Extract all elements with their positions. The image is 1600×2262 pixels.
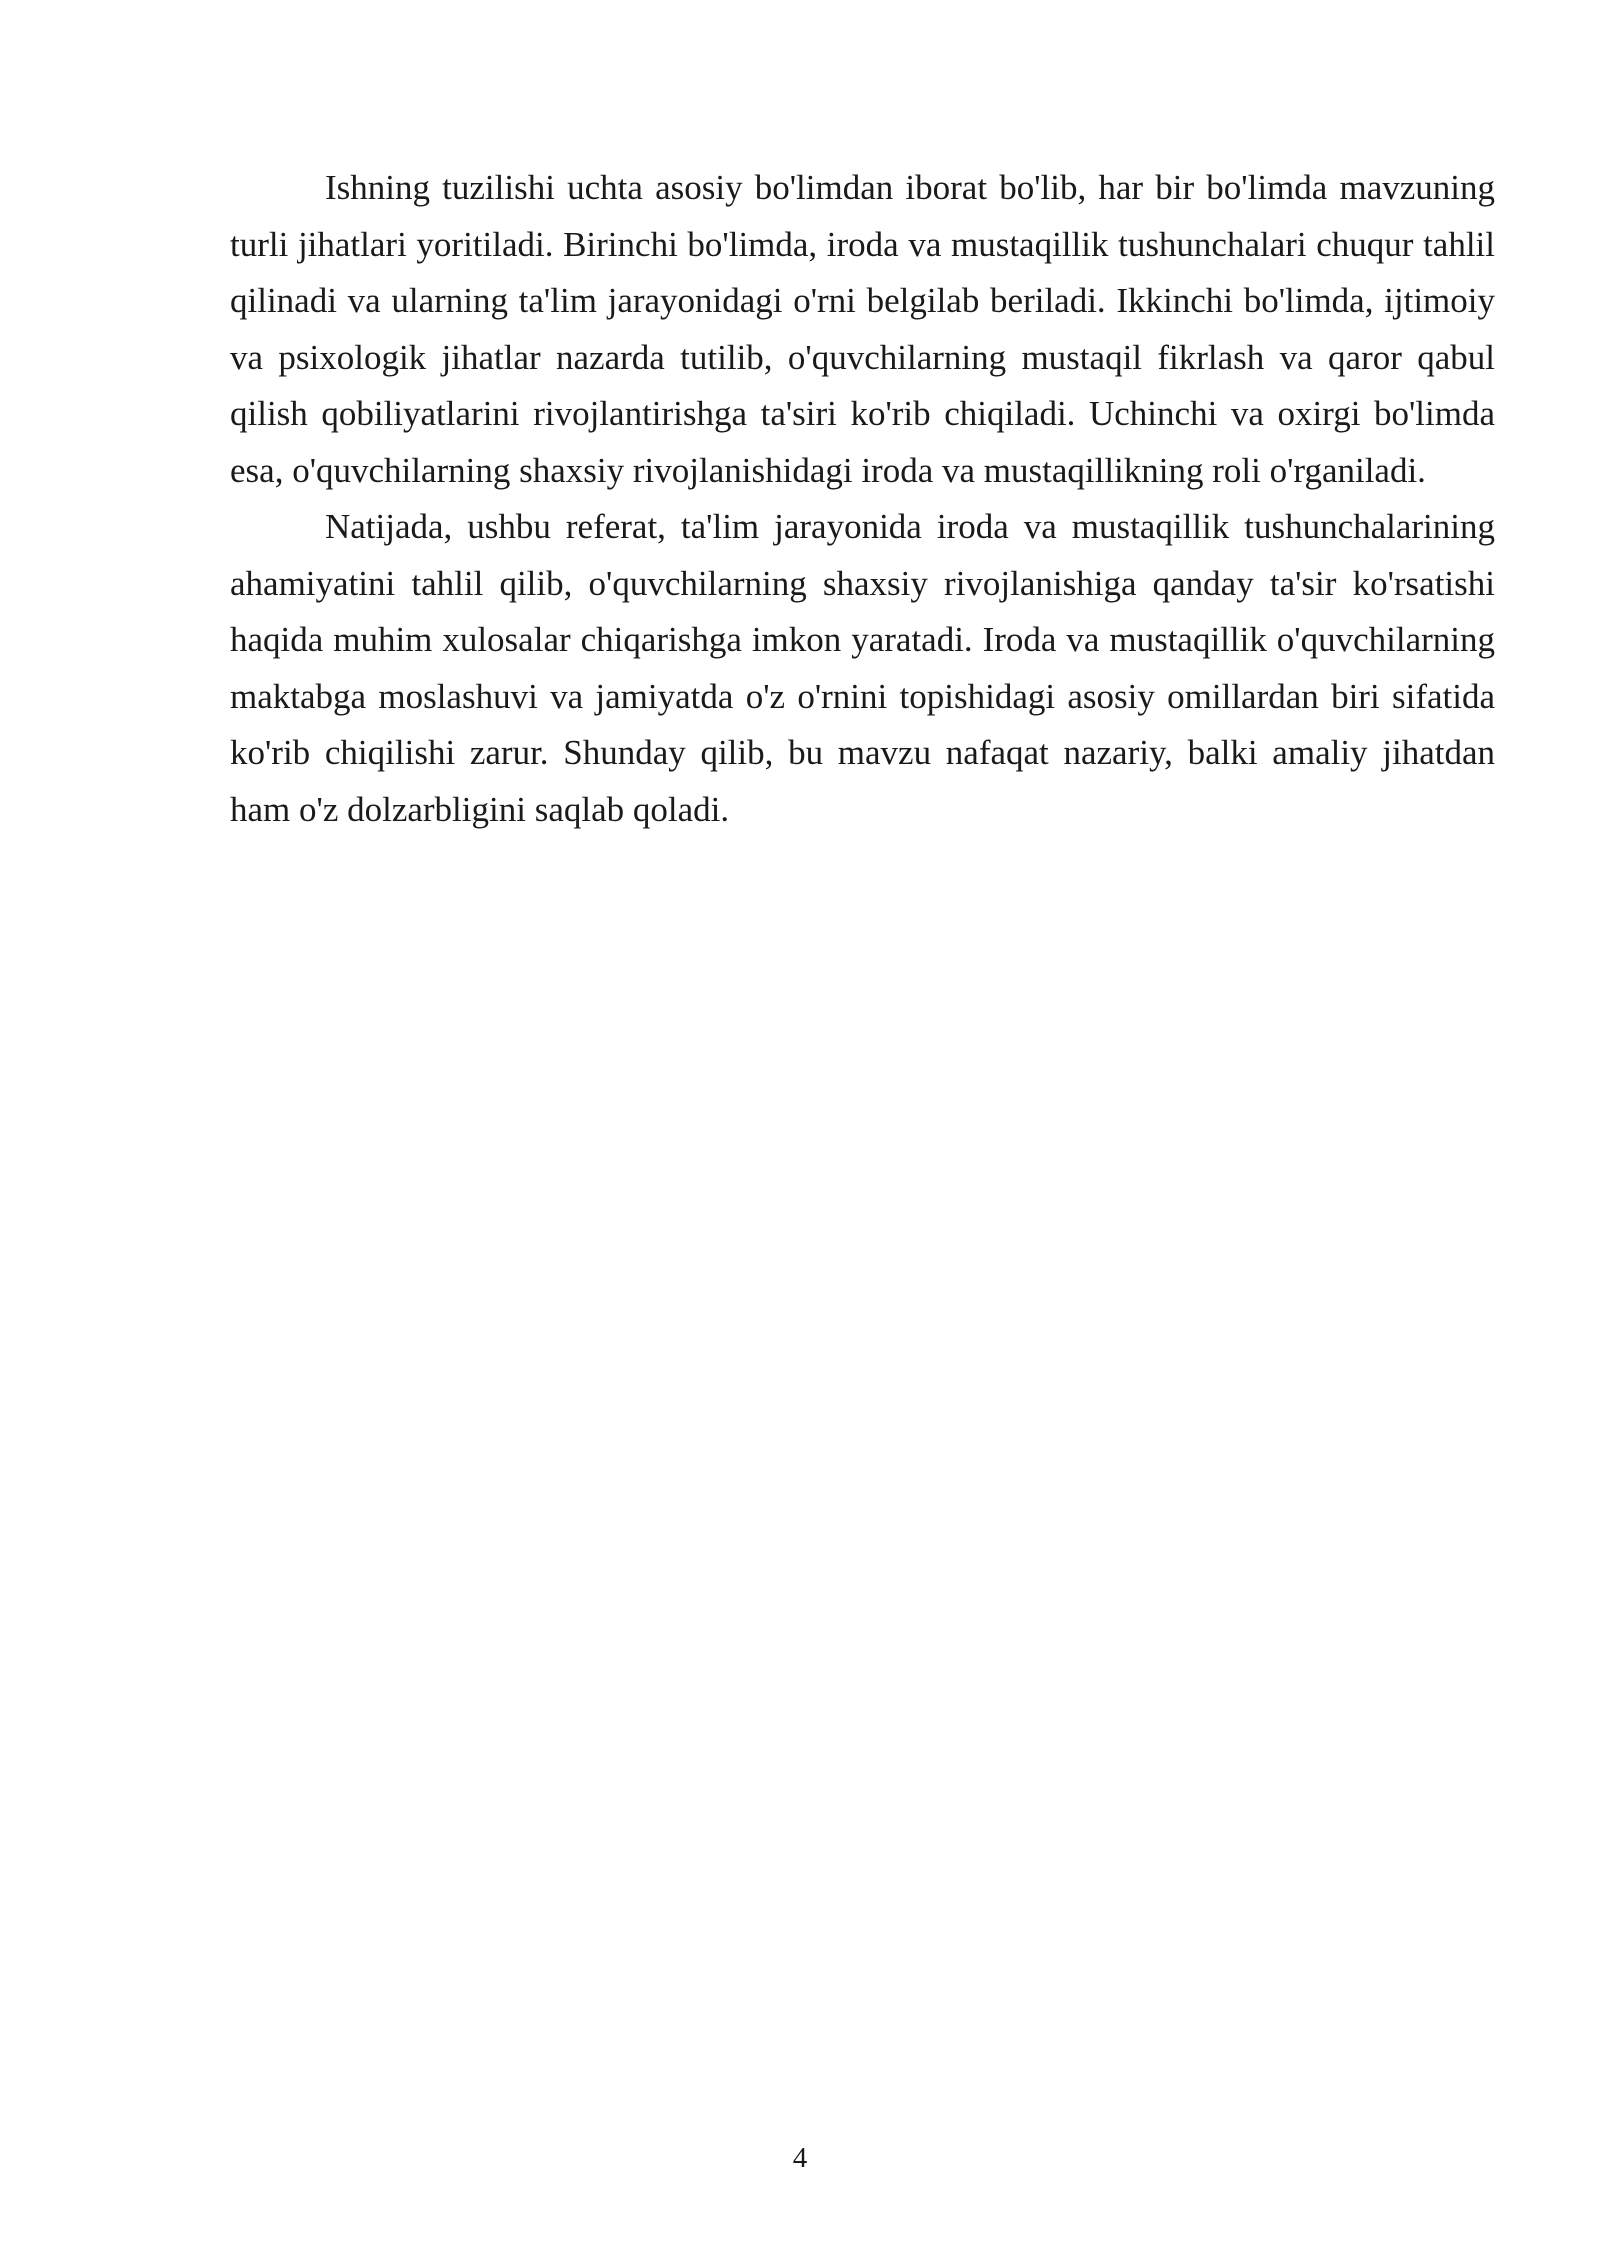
paragraph-conclusion: Natijada, ushbu referat, ta'lim jarayonida iroda va mustaqillik tushunchalarining ahamiyatini tahlil qilib, o'quvchilarning shaxsiy rivojlanishiga qanday ta'sir ko'rsatishi haqida muhim xulosalar chiqarishga imkon yaratadi. Iroda va mustaqillik o'quvchilarning maktabga moslashuvi va jamiyatda o'z o'rnini topishidagi asosiy omillardan biri sifatida ko'rib chiqilishi zarur. Shunday qilib, bu mavzu nafaqat nazariy, balki amaliy jihatdan ham o'z dolzarbligini saqlab qoladi. bbox=[230, 507, 1495, 829]
paragraph-structure: Ishning tuzilishi uchta asosiy bo'limdan iborat bo'lib, har bir bo'limda mavzuning turli jihatlari yoritiladi. Birinchi bo'limda, iroda va mustaqillik tushunchalari chuqur tahlil qilinadi va ularning ta'lim jarayonidagi o'rni belgilab beriladi. Ikkinchi bo'limda, ijtimoiy va psixologik jihatlar nazarda tutilib, o'quvchilarning mustaqil fikrlash va qaror qabul qilish qobiliyatlarini rivojlantirishga ta'siri ko'rib chiqiladi. Uchinchi va oxirgi bo'limda esa, o'quvchilarning shaxsiy rivojlanishidagi iroda va mustaqillikning roli o'rganiladi. bbox=[230, 168, 1495, 490]
body-text bbox=[230, 160, 1495, 838]
page-number: 4 bbox=[792, 2142, 808, 2174]
